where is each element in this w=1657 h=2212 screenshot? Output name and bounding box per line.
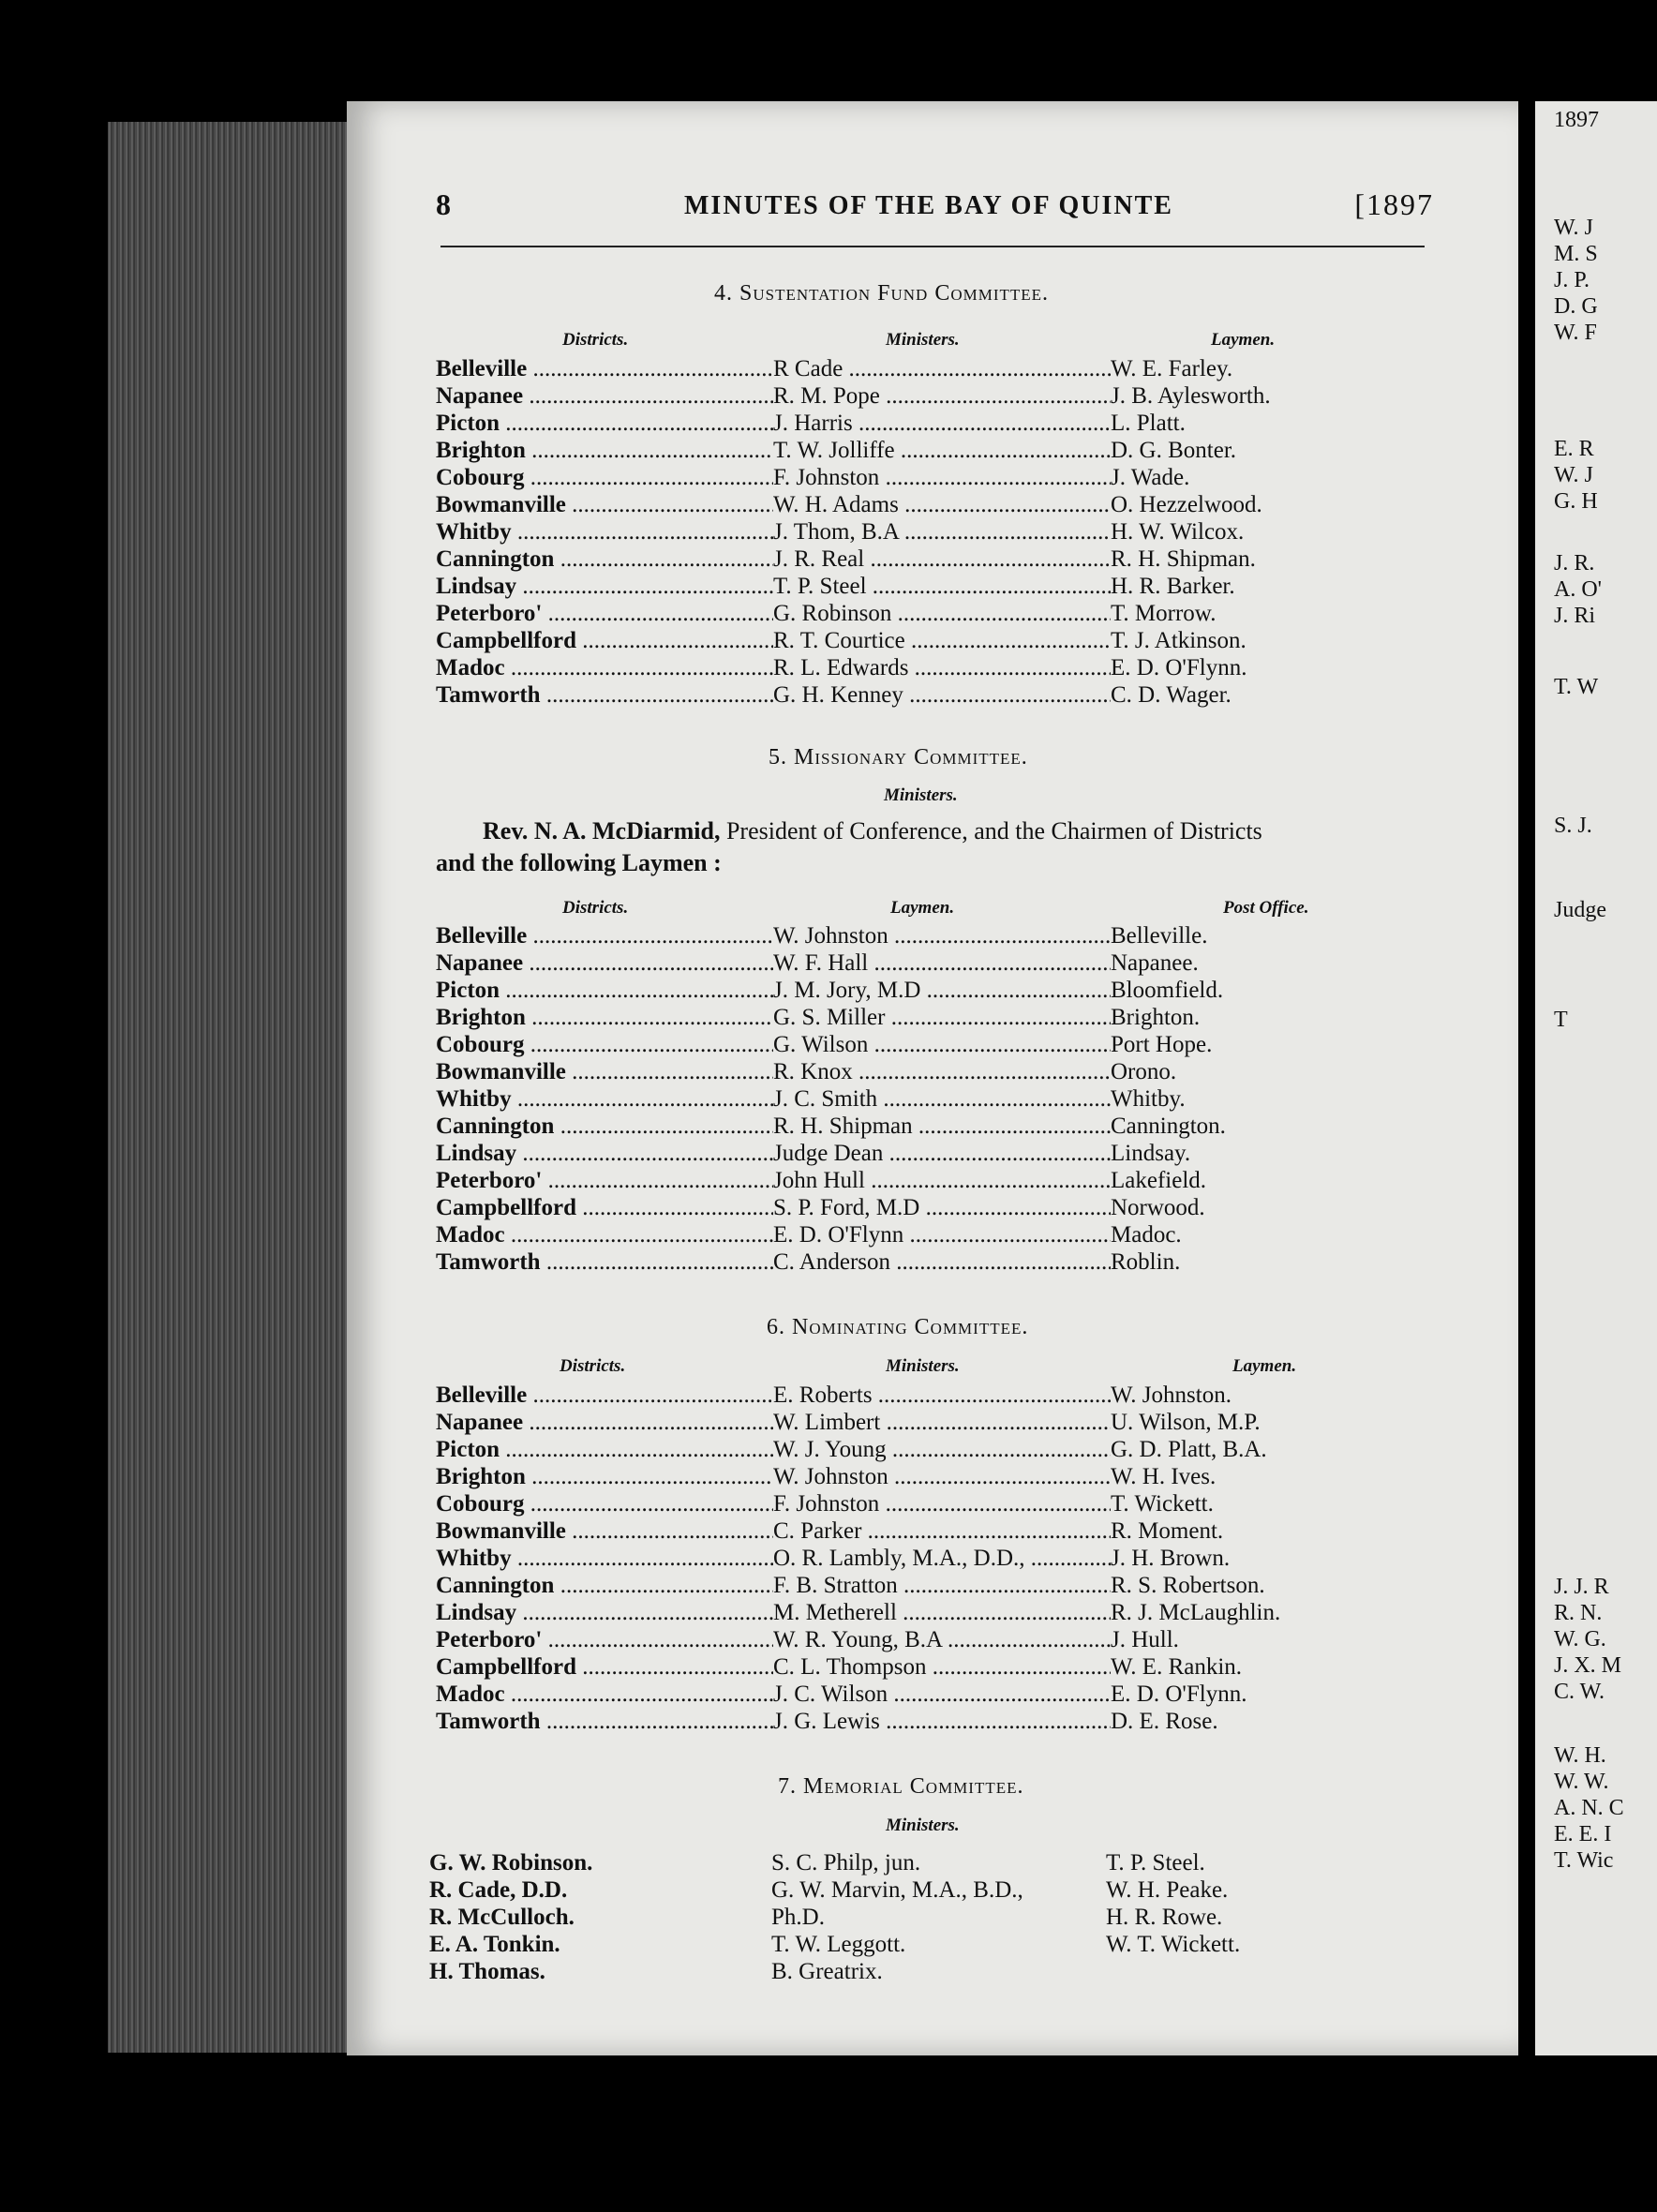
- district-cell: Whitby .....: [436, 519, 773, 546]
- value-cell: D. E. Rose.: [1111, 1709, 1218, 1734]
- district-cell: Belleville .....: [436, 356, 773, 382]
- value-cell: E. D. O'Flynn.: [1111, 1681, 1247, 1707]
- value-cell: W. Johnston.: [1111, 1382, 1232, 1408]
- name-cell: F. B. Stratton .....: [773, 1573, 1111, 1599]
- district-cell: Bowmanville .....: [436, 1518, 773, 1545]
- running-title: MINUTES OF THE BAY OF QUINTE: [684, 191, 1173, 220]
- next-page-fragment: G. H: [1554, 489, 1598, 514]
- name-cell: W. Limbert .....: [773, 1410, 1111, 1436]
- name-cell: W. Johnston .....: [773, 1464, 1111, 1490]
- name-cell: R. L. Edwards .....: [773, 655, 1111, 681]
- next-page-fragment: W. H.: [1554, 1743, 1606, 1768]
- sec7-col3: [1106, 1849, 1240, 1958]
- next-page-fragment: T. Wic: [1554, 1848, 1614, 1873]
- district-cell: Belleville .....: [436, 1382, 773, 1409]
- value-cell: E. D. O'Flynn.: [1111, 655, 1247, 680]
- district-cell: Peterboro' .....: [436, 1627, 773, 1653]
- sec4-col-ministers: Ministers.: [886, 330, 960, 350]
- sec5-intro-text: President of Conference, and the Chairmen of Districts: [720, 817, 1262, 844]
- district-cell: Madoc .....: [436, 1222, 773, 1248]
- sec5-intro: [436, 815, 1439, 879]
- next-page-fragment: R. N.: [1554, 1601, 1603, 1625]
- page-number: 8: [436, 187, 453, 221]
- value-cell: W. E. Farley.: [1111, 356, 1233, 381]
- next-page-fragment: M. S: [1554, 242, 1598, 266]
- district-cell: Cannington .....: [436, 1113, 773, 1140]
- name-cell: R Cade .....: [773, 356, 1111, 382]
- name-cell: G. H. Kenney .....: [773, 682, 1111, 709]
- name-cell: G. S. Miller .....: [773, 1005, 1111, 1031]
- next-page-fragment: T: [1554, 1008, 1568, 1032]
- running-year: [1897: [1354, 187, 1434, 221]
- sec5-title: 5. Missionary Committee.: [769, 745, 1028, 770]
- next-page-fragment: J. X. M: [1554, 1653, 1622, 1678]
- memorial-member: R. McCulloch.: [429, 1905, 575, 1930]
- right-page-fragment: [1535, 101, 1657, 2055]
- sec5-sub-ministers: Ministers.: [884, 785, 958, 805]
- district-cell: Lindsay .....: [436, 1600, 773, 1626]
- memorial-member: W. H. Peake.: [1106, 1877, 1229, 1903]
- name-cell: G. Wilson .....: [773, 1032, 1111, 1058]
- name-cell: J. Thom, B.A .....: [773, 519, 1111, 546]
- memorial-member: W. T. Wickett.: [1106, 1932, 1241, 1957]
- district-cell: Picton .....: [436, 1437, 773, 1463]
- next-page-fragment: E. R: [1554, 437, 1594, 461]
- value-cell: Whitby.: [1111, 1086, 1186, 1112]
- memorial-member: T. W. Leggott.: [771, 1932, 906, 1957]
- next-page-fragment: T. W: [1554, 675, 1599, 699]
- sec5-col-districts: Districts.: [562, 898, 629, 918]
- value-cell: R. H. Shipman.: [1111, 546, 1256, 572]
- name-cell: R. Knox .....: [773, 1059, 1111, 1085]
- sec5-col-laymen: Laymen.: [890, 898, 955, 918]
- value-cell: Brighton.: [1111, 1005, 1201, 1030]
- sec7-col2: [771, 1849, 1023, 1985]
- next-page-fragment: W. W.: [1554, 1770, 1609, 1794]
- memorial-member: T. P. Steel.: [1106, 1850, 1205, 1876]
- name-cell: J. G. Lewis .....: [773, 1709, 1111, 1735]
- name-cell: F. Johnston .....: [773, 465, 1111, 491]
- value-cell: H. R. Barker.: [1111, 574, 1235, 599]
- next-page-fragment: W. F: [1554, 321, 1597, 345]
- name-cell: W. H. Adams .....: [773, 492, 1111, 518]
- value-cell: Port Hope.: [1111, 1032, 1213, 1057]
- memorial-member: H. R. Rowe.: [1106, 1905, 1223, 1930]
- page-header: [436, 187, 1434, 234]
- next-page-fragment: C. W.: [1554, 1680, 1605, 1704]
- name-cell: John Hull .....: [773, 1168, 1111, 1194]
- district-cell: Lindsay .....: [436, 574, 773, 600]
- name-cell: J. R. Real .....: [773, 546, 1111, 573]
- district-cell: Napanee .....: [436, 1410, 773, 1436]
- district-cell: Whitby .....: [436, 1086, 773, 1113]
- sec6-col-districts: Districts.: [560, 1356, 626, 1376]
- name-cell: T. W. Jolliffe .....: [773, 438, 1111, 464]
- district-cell: Cobourg .....: [436, 465, 773, 491]
- name-cell: J. C. Smith .....: [773, 1086, 1111, 1113]
- value-cell: C. D. Wager.: [1111, 682, 1232, 708]
- value-cell: T. Wickett.: [1111, 1491, 1214, 1517]
- district-cell: Bowmanville .....: [436, 1059, 773, 1085]
- district-cell: Tamworth .....: [436, 1249, 773, 1276]
- name-cell: O. R. Lambly, M.A., D.D., .....: [773, 1546, 1111, 1572]
- name-cell: J. M. Jory, M.D .....: [773, 978, 1111, 1004]
- sec7-sub-ministers: Ministers.: [886, 1816, 960, 1835]
- memorial-member: E. A. Tonkin.: [429, 1932, 560, 1957]
- name-cell: T. P. Steel .....: [773, 574, 1111, 600]
- next-page-fragment: Judge: [1554, 898, 1606, 922]
- name-cell: R. T. Courtice .....: [773, 628, 1111, 654]
- memorial-member: S. C. Philp, jun.: [771, 1850, 921, 1876]
- name-cell: G. Robinson .....: [773, 601, 1111, 627]
- value-cell: Orono.: [1111, 1059, 1177, 1084]
- value-cell: Napanee.: [1111, 950, 1199, 976]
- name-cell: W. Johnston .....: [773, 923, 1111, 949]
- district-cell: Whitby .....: [436, 1546, 773, 1572]
- name-cell: E. D. O'Flynn .....: [773, 1222, 1111, 1248]
- memorial-member: G. W. Robinson.: [429, 1850, 593, 1876]
- district-cell: Brighton .....: [436, 1464, 773, 1490]
- name-cell: Judge Dean .....: [773, 1141, 1111, 1167]
- next-page-fragment: E. E. I: [1554, 1822, 1612, 1846]
- value-cell: G. D. Platt, B.A.: [1111, 1437, 1267, 1462]
- next-page-fragment: S. J.: [1554, 814, 1592, 838]
- sec5-intro-line2: and the following Laymen :: [436, 849, 722, 876]
- value-cell: Lindsay.: [1111, 1141, 1191, 1166]
- value-cell: L. Platt.: [1111, 411, 1186, 436]
- district-cell: Madoc .....: [436, 655, 773, 681]
- next-page-fragment: A. N. C: [1554, 1796, 1624, 1820]
- district-cell: Campbellford .....: [436, 1654, 773, 1681]
- value-cell: R. S. Robertson.: [1111, 1573, 1265, 1598]
- district-cell: Campbellford .....: [436, 1195, 773, 1221]
- sec6-col-laymen: Laymen.: [1232, 1356, 1297, 1376]
- sec6-title: 6. Nominating Committee.: [767, 1315, 1029, 1339]
- next-page-fragment: 1897: [1554, 108, 1599, 132]
- next-page-fragment: J. J. R: [1554, 1575, 1609, 1599]
- value-cell: D. G. Bonter.: [1111, 438, 1237, 463]
- district-cell: Picton .....: [436, 411, 773, 437]
- value-cell: O. Hezzelwood.: [1111, 492, 1262, 517]
- value-cell: Lakefield.: [1111, 1168, 1207, 1193]
- name-cell: R. H. Shipman .....: [773, 1113, 1111, 1140]
- header-rule: [440, 246, 1425, 247]
- name-cell: J. C. Wilson .....: [773, 1681, 1111, 1708]
- sec7-title: 7. Memorial Committee.: [778, 1774, 1024, 1799]
- district-cell: Tamworth .....: [436, 682, 773, 709]
- district-cell: Bowmanville .....: [436, 492, 773, 518]
- name-cell: C. Anderson .....: [773, 1249, 1111, 1276]
- sec7-col1: [429, 1849, 592, 1985]
- district-cell: Napanee .....: [436, 950, 773, 977]
- district-cell: Cobourg .....: [436, 1032, 773, 1058]
- value-cell: J. Wade.: [1111, 465, 1190, 490]
- memorial-member: G. W. Marvin, M.A., B.D.,: [771, 1877, 1023, 1903]
- district-cell: Brighton .....: [436, 1005, 773, 1031]
- value-cell: Norwood.: [1111, 1195, 1205, 1220]
- next-page-fragment: D. G: [1554, 294, 1598, 319]
- value-cell: J. Hull.: [1111, 1627, 1179, 1652]
- memorial-member: H. Thomas.: [429, 1959, 545, 1984]
- value-cell: U. Wilson, M.P.: [1111, 1410, 1261, 1435]
- name-cell: W. J. Young .....: [773, 1437, 1111, 1463]
- value-cell: Madoc.: [1111, 1222, 1182, 1248]
- name-cell: M. Metherell .....: [773, 1600, 1111, 1626]
- value-cell: T. Morrow.: [1111, 601, 1217, 626]
- next-page-fragment: W. G.: [1554, 1627, 1606, 1652]
- district-cell: Napanee .....: [436, 383, 773, 410]
- district-cell: Cannington .....: [436, 546, 773, 573]
- district-cell: Cobourg .....: [436, 1491, 773, 1517]
- name-cell: J. Harris .....: [773, 411, 1111, 437]
- sec4-title: 4. Sustentation Fund Committee.: [714, 281, 1050, 306]
- district-cell: Cannington .....: [436, 1573, 773, 1599]
- district-cell: Belleville .....: [436, 923, 773, 949]
- district-cell: Peterboro' .....: [436, 601, 773, 627]
- memorial-member: R. Cade, D.D.: [429, 1877, 568, 1903]
- sec5-intro-name: Rev. N. A. McDiarmid,: [483, 817, 721, 844]
- sec6-col-ministers: Ministers.: [886, 1356, 960, 1376]
- name-cell: S. P. Ford, M.D .....: [773, 1195, 1111, 1221]
- sec5-col-post: Post Office.: [1223, 898, 1309, 918]
- name-cell: F. Johnston .....: [773, 1491, 1111, 1517]
- value-cell: Bloomfield.: [1111, 978, 1224, 1003]
- next-page-fragment: J. Ri: [1554, 604, 1596, 628]
- sec4-col-districts: Districts.: [562, 330, 629, 350]
- book-page-edges: [108, 122, 347, 2053]
- value-cell: Belleville.: [1111, 923, 1208, 949]
- name-cell: E. Roberts .....: [773, 1382, 1111, 1409]
- value-cell: Roblin.: [1111, 1249, 1181, 1275]
- memorial-member: B. Greatrix.: [771, 1959, 883, 1984]
- district-cell: Tamworth .....: [436, 1709, 773, 1735]
- value-cell: R. Moment.: [1111, 1518, 1224, 1544]
- next-page-fragment: W. J: [1554, 463, 1593, 487]
- district-cell: Campbellford .....: [436, 628, 773, 654]
- value-cell: J. B. Aylesworth.: [1111, 383, 1271, 409]
- name-cell: C. L. Thompson .....: [773, 1654, 1111, 1681]
- next-page-fragment: J. P.: [1554, 268, 1590, 292]
- district-cell: Madoc .....: [436, 1681, 773, 1708]
- district-cell: Brighton .....: [436, 438, 773, 464]
- district-cell: Picton .....: [436, 978, 773, 1004]
- name-cell: W. R. Young, B.A .....: [773, 1627, 1111, 1653]
- value-cell: T. J. Atkinson.: [1111, 628, 1246, 653]
- next-page-fragment: W. J: [1554, 216, 1593, 240]
- sec4-col-laymen: Laymen.: [1211, 330, 1276, 350]
- value-cell: W. E. Rankin.: [1111, 1654, 1243, 1680]
- name-cell: W. F. Hall .....: [773, 950, 1111, 977]
- value-cell: J. H. Brown.: [1111, 1546, 1231, 1571]
- name-cell: R. M. Pope .....: [773, 383, 1111, 410]
- name-cell: C. Parker .....: [773, 1518, 1111, 1545]
- value-cell: Cannington.: [1111, 1113, 1226, 1139]
- value-cell: W. H. Ives.: [1111, 1464, 1217, 1489]
- next-page-fragment: A. O': [1554, 577, 1602, 602]
- district-cell: Lindsay .....: [436, 1141, 773, 1167]
- value-cell: H. W. Wilcox.: [1111, 519, 1245, 545]
- value-cell: R. J. McLaughlin.: [1111, 1600, 1281, 1625]
- memorial-member: Ph.D.: [771, 1905, 825, 1930]
- district-cell: Peterboro' .....: [436, 1168, 773, 1194]
- next-page-fragment: J. R.: [1554, 551, 1595, 575]
